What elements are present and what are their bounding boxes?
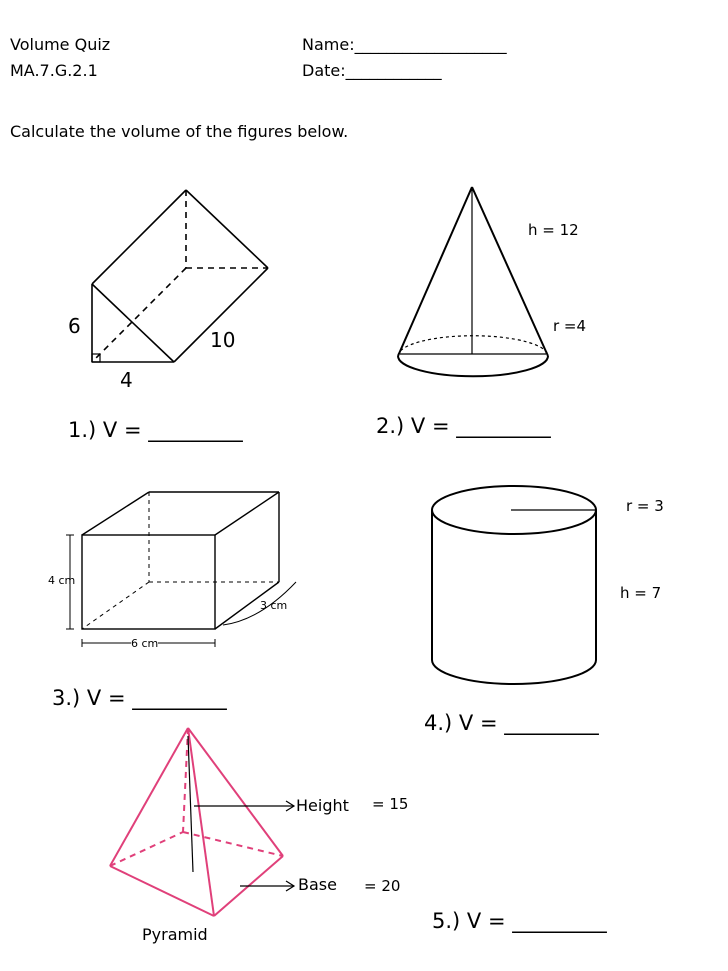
- cylinder-figure: [432, 486, 596, 684]
- box-depth-label: 3 cm: [260, 599, 288, 612]
- answer-1[interactable]: 1.) V = _________: [68, 418, 243, 442]
- cone-radius-label: r =4: [553, 317, 587, 335]
- prism-length-label: 10: [210, 328, 236, 352]
- cylinder-radius-label: r = 3: [626, 497, 664, 515]
- pyramid-base-value: = 20: [364, 877, 401, 895]
- box-width-label: 6 cm: [131, 637, 159, 650]
- quiz-title: Volume Quiz: [10, 35, 111, 54]
- answer-3[interactable]: 3.) V = _________: [52, 686, 227, 710]
- rectangular-prism-figure: [66, 492, 296, 650]
- answer-4[interactable]: 4.) V = _________: [424, 711, 599, 735]
- answer-5[interactable]: 5.) V = _________: [432, 909, 607, 933]
- date-field[interactable]: Date:____________: [302, 61, 442, 80]
- box-height-label: 4 cm: [48, 574, 76, 587]
- instructions: Calculate the volume of the figures below.: [10, 122, 349, 141]
- pyramid-height-label: Height: [296, 796, 349, 815]
- standard-code: MA.7.G.2.1: [10, 61, 98, 80]
- prism-height-label: 6: [68, 314, 81, 338]
- pyramid-base-label: Base: [298, 875, 337, 894]
- cone-height-label: h = 12: [528, 221, 579, 239]
- name-field[interactable]: Name:___________________: [302, 35, 507, 54]
- answer-2[interactable]: 2.) V = _________: [376, 414, 551, 438]
- pyramid-height-value: = 15: [372, 795, 409, 813]
- prism-base-label: 4: [120, 368, 133, 392]
- triangular-prism-figure: [92, 190, 268, 362]
- pyramid-caption: Pyramid: [142, 925, 208, 944]
- pyramid-figure: [110, 728, 294, 916]
- cone-figure: [398, 187, 548, 376]
- cylinder-height-label: h = 7: [620, 584, 662, 602]
